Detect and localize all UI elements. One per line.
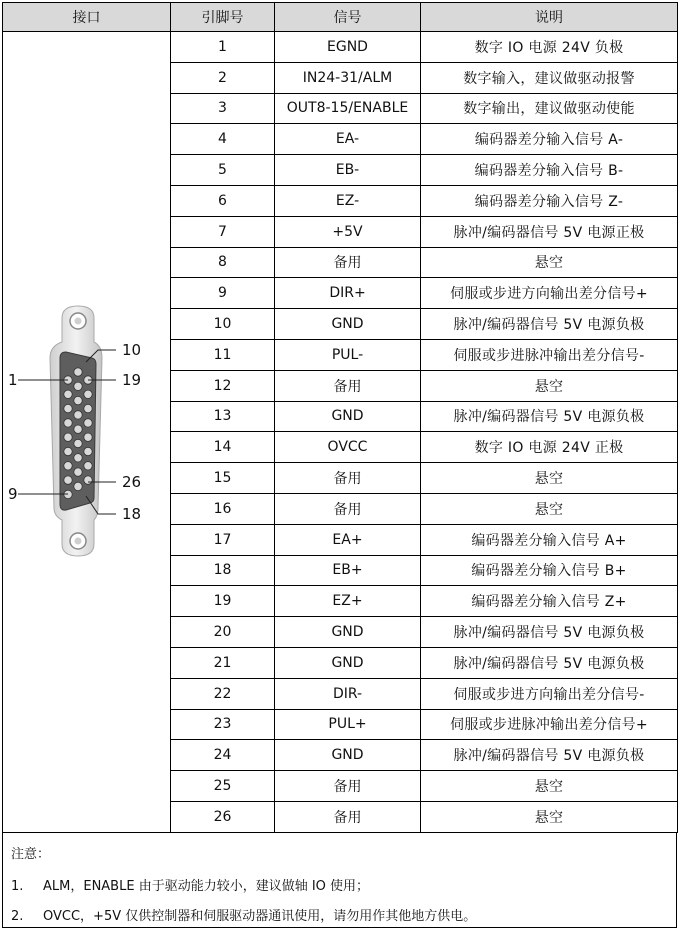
connector-pin-hole [83,419,91,427]
pin-number: 26 [171,801,275,832]
note-text: ALM，ENABLE 由于驱动能力较小，建议做轴 IO 使用； [43,879,370,894]
pin-signal: GND [275,401,421,432]
pin-number: 6 [171,185,275,216]
connector-pin-hole [73,468,81,476]
pin-description: 脉冲/编码器信号 5V 电源正极 [421,216,678,247]
pin-signal: +5V [275,216,421,247]
header-pin: 引脚号 [171,3,275,32]
connector-pin-hole [83,390,91,398]
pin-table-body [3,32,678,833]
label-pin-10: 10 [121,340,141,359]
pin-number: 15 [171,463,275,494]
pin-description: 悬空 [421,463,678,494]
pin-description: 伺服或步进方向输出差分信号- [421,678,678,709]
note-text: OVCC，+5V 仅供控制器和伺服驱动器通讯使用，请勿用作其他地方供电。 [43,909,477,924]
pin-number: 21 [171,647,275,678]
pin-description: 伺服或步进方向输出差分信号+ [421,278,678,309]
note-item [11,875,369,894]
pin-number: 5 [171,155,275,186]
pin-signal: EB+ [275,555,421,586]
label-pin-9: 9 [7,484,18,503]
pin-signal: EB- [275,155,421,186]
mount-hole-bottom-inner [74,537,81,544]
notes-title: 注意： [11,847,51,862]
connector-pin-hole [63,433,71,441]
connector-pin-hole [83,447,91,455]
pin-description: 悬空 [421,801,678,832]
header-signal: 信号 [275,3,421,32]
connector-pin-hole [83,404,91,412]
pin-number: 10 [171,309,275,340]
pin-number: 25 [171,771,275,802]
pin-description: 编码器差分输入信号 B- [421,155,678,186]
pin-description: 伺服或步进脉冲输出差分信号- [421,339,678,370]
pin-number: 24 [171,740,275,771]
pin-number: 13 [171,401,275,432]
pin-signal: DIR- [275,678,421,709]
pin-signal: EZ+ [275,586,421,617]
pin-signal: OVCC [275,432,421,463]
connector-pin-hole [63,447,71,455]
label-pin-26: 26 [121,472,141,491]
label-pin-1: 1 [7,370,18,389]
pin-description: 伺服或步进脉冲输出差分信号+ [421,709,678,740]
pin-signal: EGND [275,32,421,63]
pin-description: 编码器差分输入信号 A+ [421,524,678,555]
pin-number: 11 [171,339,275,370]
pin-number: 19 [171,586,275,617]
pin-description: 脉冲/编码器信号 5V 电源负极 [421,309,678,340]
pin-number: 8 [171,247,275,278]
connector-pin-hole [73,453,81,461]
pin-description: 脉冲/编码器信号 5V 电源负极 [421,740,678,771]
connector-cell [3,32,171,833]
label-pin-18: 18 [121,504,141,523]
pin-number: 12 [171,370,275,401]
connector-pin-hole [63,476,71,484]
pin-number: 14 [171,432,275,463]
pin-number: 16 [171,493,275,524]
pin-description: 脉冲/编码器信号 5V 电源负极 [421,401,678,432]
pin-number: 1 [171,32,275,63]
pin-signal: EZ- [275,185,421,216]
pin-description: 编码器差分输入信号 Z+ [421,586,678,617]
pin-description: 数字输出，建议做驱动使能 [421,93,678,124]
label-pin-19: 19 [121,370,141,389]
pin-number: 17 [171,524,275,555]
pin-signal: GND [275,309,421,340]
pin-description: 脉冲/编码器信号 5V 电源负极 [421,617,678,648]
connector-pin-hole [73,368,81,376]
pin-signal: 备用 [275,370,421,401]
connector-pin-hole [73,439,81,447]
pin-number: 3 [171,93,275,124]
connector-pin-hole [73,425,81,433]
pin-number: 9 [171,278,275,309]
header-interface: 接口 [3,3,171,32]
pin-signal: EA- [275,124,421,155]
connector-pin-hole [73,411,81,419]
header-row [3,3,678,32]
pin-signal: PUL+ [275,709,421,740]
pin-number: 20 [171,617,275,648]
pin-number: 23 [171,709,275,740]
pin-description: 数字 IO 电源 24V 负极 [421,32,678,63]
connector-pin-hole [63,419,71,427]
pin-signal: EA+ [275,524,421,555]
pin-signal: 备用 [275,463,421,494]
pin-signal: DIR+ [275,278,421,309]
pin-description: 悬空 [421,771,678,802]
db26-connector-diagram [4,302,170,562]
pin-description: 编码器差分输入信号 Z- [421,185,678,216]
header-desc: 说明 [421,3,678,32]
pin-description: 数字 IO 电源 24V 正极 [421,432,678,463]
pin-signal: GND [275,617,421,648]
note-index: 1. [11,879,24,894]
pin-signal: OUT8-15/ENABLE [275,93,421,124]
connector-pin-hole [63,461,71,469]
pin-description: 数字输入，建议做驱动报警 [421,62,678,93]
connector-pin-hole [73,396,81,404]
pin-description: 编码器差分输入信号 A- [421,124,678,155]
pin-signal: PUL- [275,339,421,370]
pin-description: 悬空 [421,370,678,401]
note-index: 2. [11,909,24,924]
pin-number: 7 [171,216,275,247]
pin-description: 悬空 [421,247,678,278]
pin-signal: 备用 [275,801,421,832]
pin-signal: GND [275,647,421,678]
connector-pin-hole [63,404,71,412]
pin-description: 悬空 [421,493,678,524]
pin-signal: 备用 [275,771,421,802]
mount-hole-top-inner [74,317,81,324]
note-item [11,905,476,924]
connector-pin-hole [83,476,91,484]
pin-description: 编码器差分输入信号 B+ [421,555,678,586]
connector-pin-hole [83,433,91,441]
pin-number: 4 [171,124,275,155]
pin-signal: 备用 [275,247,421,278]
connector-pin-hole [73,482,81,490]
notes-section [2,833,677,928]
pin-description: 脉冲/编码器信号 5V 电源负极 [421,647,678,678]
table-row [3,32,678,63]
pin-signal: GND [275,740,421,771]
pin-number: 22 [171,678,275,709]
connector-pin-hole [63,390,71,398]
connector-pin-hole [83,461,91,469]
pin-number: 18 [171,555,275,586]
pin-table [2,2,678,833]
pin-signal: 备用 [275,493,421,524]
pin-number: 2 [171,62,275,93]
connector-pin-hole [73,382,81,390]
pin-signal: IN24-31/ALM [275,62,421,93]
